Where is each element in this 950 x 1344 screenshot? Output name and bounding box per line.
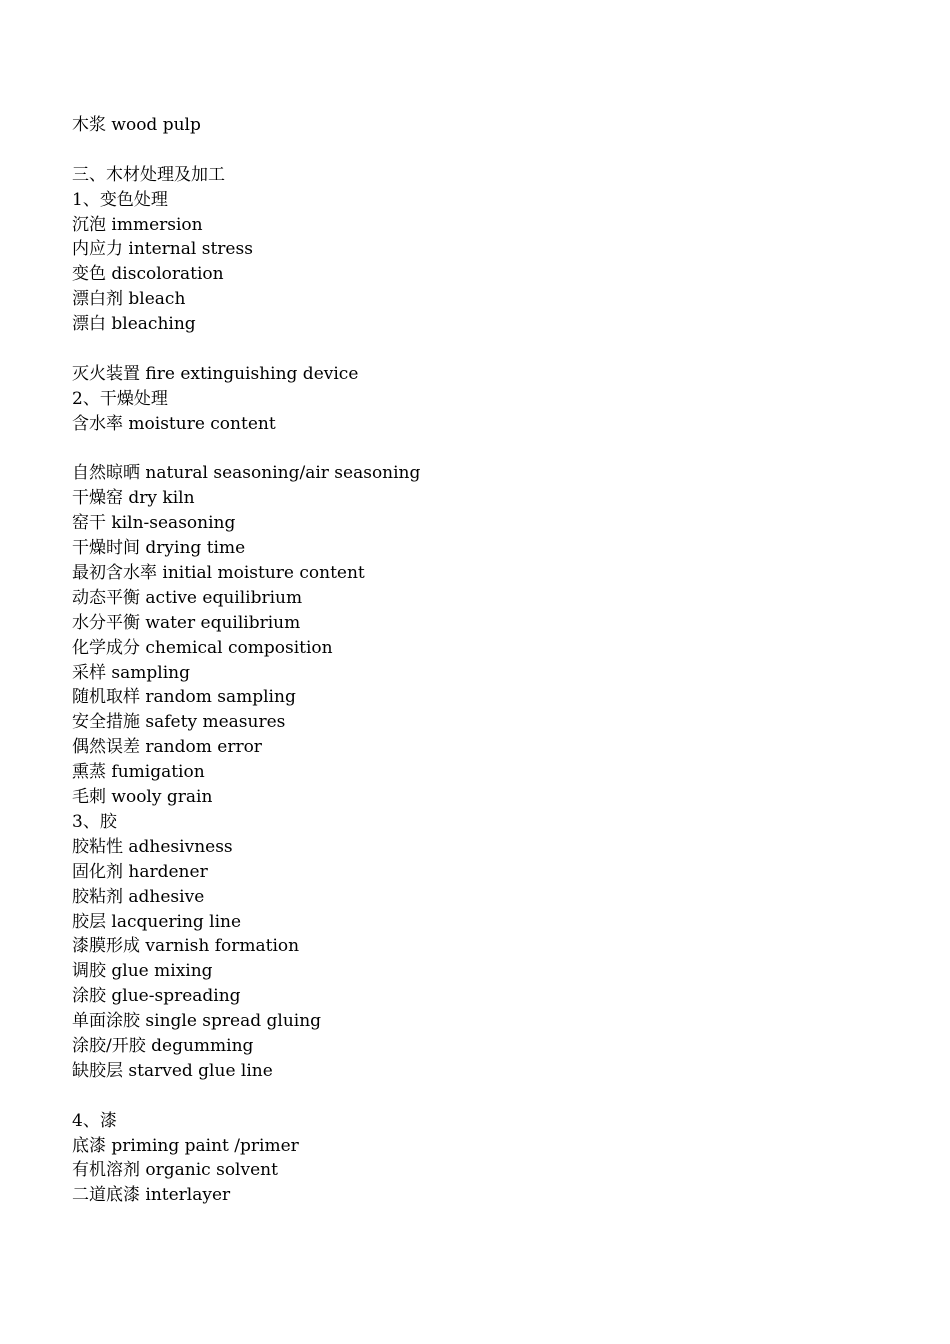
- text-line: 胶层 lacquering line: [72, 911, 242, 932]
- text-line: 二道底漆 interlayer: [72, 1185, 231, 1206]
- text-line: 最初含水率 initial moisture content: [72, 563, 365, 584]
- text-line: 化学成分 chemical composition: [72, 637, 333, 658]
- text-line: 1、变色处理: [72, 189, 168, 210]
- text-line: 固化剂 hardener: [72, 861, 208, 882]
- text-line: 涂胶/开胶 degumming: [72, 1035, 254, 1056]
- text-line: 胶粘剂 adhesive: [72, 886, 205, 907]
- text-line: 安全措施 safety measures: [72, 712, 286, 733]
- blank-line: [72, 138, 892, 163]
- text-line: 毛刺 wooly grain: [72, 787, 213, 808]
- text-line: 缺胶层 starved glue line: [72, 1060, 273, 1081]
- text-line: 2、干燥处理: [72, 388, 168, 409]
- text-line: 涂胶 glue-spreading: [72, 986, 241, 1007]
- text-line: 内应力 internal stress: [72, 239, 253, 260]
- blank-line: [72, 437, 892, 462]
- text-line: 3、胶: [72, 811, 117, 832]
- text-line: 单面涂胶 single spread gluing: [72, 1011, 322, 1032]
- text-line: 漂白剂 bleach: [72, 289, 186, 310]
- text-line: 干燥时间 drying time: [72, 538, 246, 559]
- text-line: 偶然误差 random error: [72, 737, 262, 758]
- text-line: 胶粘性 adhesivness: [72, 836, 233, 857]
- text-line: 有机溶剂 organic solvent: [72, 1160, 278, 1181]
- text-line: 含水率 moisture content: [72, 413, 276, 434]
- text-line: 随机取样 random sampling: [72, 687, 296, 708]
- text-line: 调胶 glue mixing: [72, 961, 213, 982]
- text-line: 动态平衡 active equilibrium: [72, 587, 303, 608]
- text-line: 灭火装置 fire extinguishing device: [72, 363, 359, 384]
- text-line: 熏蒸 fumigation: [72, 762, 205, 783]
- text-line: 采样 sampling: [72, 662, 190, 683]
- text-line: 水分平衡 water equilibrium: [72, 612, 301, 633]
- text-line: 漂白 bleaching: [72, 314, 196, 335]
- text-line: 干燥窑 dry kiln: [72, 488, 195, 509]
- text-line: 变色 discoloration: [72, 264, 224, 285]
- blank-line: [72, 1084, 892, 1109]
- text-line: 4、漆: [72, 1110, 117, 1131]
- text-line: 窑干 kiln-seasoning: [72, 513, 236, 534]
- text-line: 沉泡 immersion: [72, 214, 203, 235]
- text-line: 木浆 wood pulp: [72, 115, 201, 135]
- text-line: 三、木材处理及加工: [72, 164, 225, 185]
- text-line: 漆膜形成 varnish formation: [72, 936, 300, 957]
- glossary-text: [72, 113, 892, 1208]
- text-line: 底漆 priming paint /primer: [72, 1135, 299, 1156]
- blank-line: [72, 337, 892, 362]
- text-line: 自然晾晒 natural seasoning/air seasoning: [72, 463, 421, 484]
